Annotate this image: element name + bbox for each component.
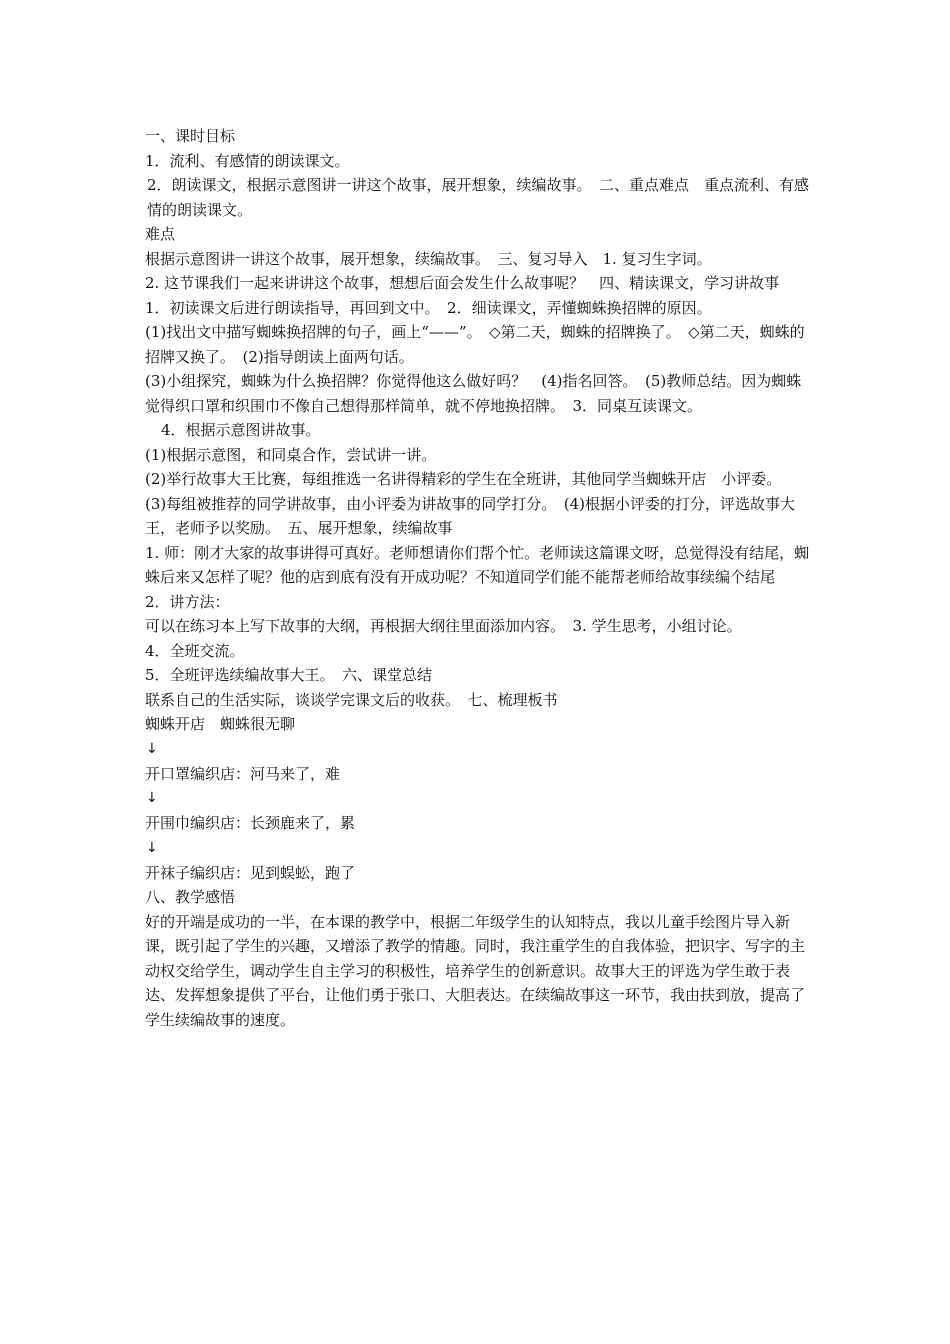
down-arrow-icon: ↓ [146, 839, 158, 856]
paragraph: 4．根据示意图讲故事。 [161, 421, 321, 439]
paragraph: 可以在练习本上写下故事的大纲，再根据大纲往里面添加内容。 3. 学生思考，小组讨论。 [145, 617, 742, 635]
board-outline-title: 蜘蛛开店 蜘蛛很无聊 [145, 715, 296, 733]
paragraph: 根据示意图讲一讲这个故事，展开想象，续编故事。 三、复习导入 1. 复习生字词。 [145, 249, 712, 268]
paragraph: 4．全班交流。 [145, 641, 245, 660]
paragraph: (2)举行故事大王比赛，每组推选一名讲得精彩的学生在全班讲，其他同学当蜘蛛开店 小评委。 [145, 470, 782, 488]
paragraph: (3)小组探究，蜘蛛为什么换招牌？你觉得他这么做好吗？ (4)指名回答。 (5)教师总结。因为蜘蛛觉得织口罩和织围巾不像自己想得那样简单，就不停地换招牌。 3．同桌互读课文。 [145, 372, 802, 415]
section-heading-reflection: 八、教学感悟 [145, 888, 236, 906]
paragraph: 好的开端是成功的一半，在本课的教学中，根据二年级学生的认知特点，我以儿童手绘图片导入新课，既引起了学生的兴趣，又增添了教学的情趣。同时，我注重学生的自我体验，把识字、写字的主动权交给学生，调动学生自主学习的积极性，培养学生的创新意识。故事大王的评选为学生敢于表达、发挥想象提供了平台，让他们勇于张口、大胆表达。在续编故事这一环节，我由扶到放，提高了学生续编故事的速度。 [145, 912, 806, 1029]
section-heading-objectives: 一、课时目标 [145, 127, 236, 145]
paragraph: 2．讲方法： [145, 592, 230, 611]
paragraph: (3)每组被推荐的同学讲故事，由小评委为讲故事的同学打分。 (4)根据小评委的打分，评选故事大王，老师予以奖励。 五、展开想象，续编故事 [145, 494, 795, 537]
board-outline-item: 开围巾编织店：长颈鹿来了，累 [145, 814, 356, 832]
paragraph: 2．朗读课文，根据示意图讲一讲这个故事，展开想象，续编故事。 二、重点难点 重点流利、有感情的朗读课文。 [147, 176, 810, 219]
paragraph: 联系自己的生活实际，谈谈学完课文后的收获。 七、梳理板书 [145, 690, 558, 709]
paragraph: (1)根据示意图，和同桌合作，尝试讲一讲。 [145, 445, 437, 464]
paragraph: 2. 这节课我们一起来讲讲这个故事，想想后面会发生什么故事呢？ 四、精读课文，学习讲故事 [145, 274, 780, 292]
paragraph: 1．初读课文后进行朗读指导，再回到文中。 2．细读课文，弄懂蜘蛛换招牌的原因。 [145, 298, 712, 317]
board-outline-item: 开袜子编织店：见到蜈蚣，跑了 [145, 863, 356, 882]
paragraph: 5．全班评选续编故事大王。 六、课堂总结 [145, 666, 433, 684]
paragraph: 1．流利、有感情的朗读课文。 [145, 151, 350, 170]
down-arrow-icon: ↓ [146, 740, 158, 757]
board-outline-item: 开口罩编织店：河马来了，难 [145, 764, 341, 783]
down-arrow-icon: ↓ [146, 790, 158, 806]
document-page [145, 124, 815, 1032]
paragraph: (1)找出文中描写蜘蛛换招牌的句子，画上“——”。 ◇第二天，蜘蛛的招牌换了。 ◇第二天，蜘蛛的招牌又换了。 (2)指导朗读上面两句话。 [145, 323, 805, 366]
paragraph: 1. 师：刚才大家的故事讲得可真好。老师想请你们帮个忙。老师读这篇课文呀，总觉得没有结尾，蜘蛛后来又怎样了呢？他的店到底有没有开成功呢？不知道同学们能不能帮老师给故事续编个结尾 [145, 543, 810, 586]
paragraph: 难点 [145, 225, 176, 243]
